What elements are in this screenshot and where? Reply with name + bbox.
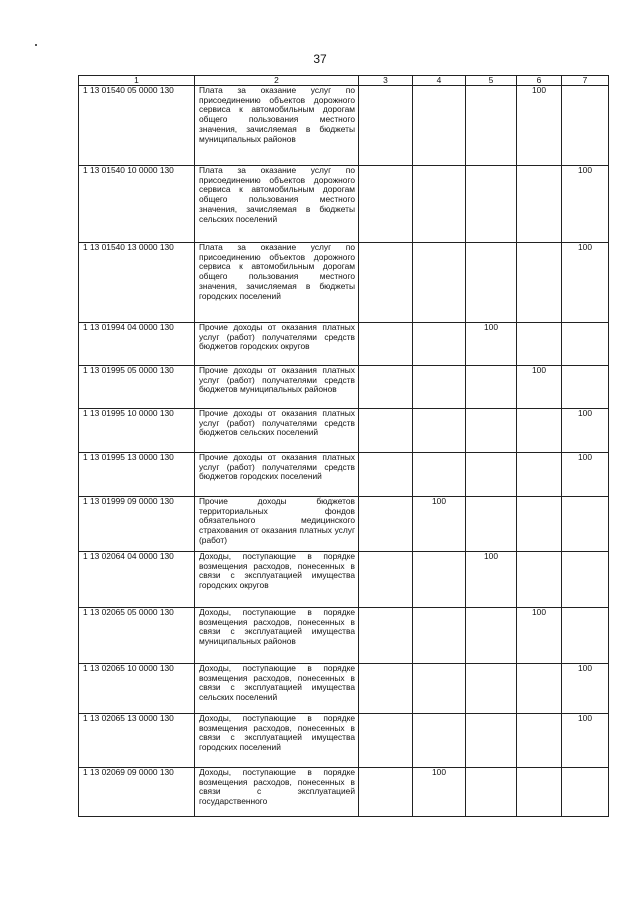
row-name: Плата за оказание услуг по присоединению объектов дорожного сервиса к автомобильным дорогам общего пользования местного значения, зачисляемая в бюджеты муниципальных районов [195, 86, 359, 166]
row-col4: 100 [413, 768, 466, 817]
row-col4 [413, 664, 466, 714]
row-name: Доходы, поступающие в порядке возмещения расходов, понесенных в связи с эксплуатацией государственного [195, 768, 359, 817]
row-col6 [517, 243, 562, 323]
row-name: Прочие доходы от оказания платных услуг (работ) получателями средств бюджетов городских округов [195, 323, 359, 366]
row-name: Плата за оказание услуг по присоединению объектов дорожного сервиса к автомобильным дорогам общего пользования местного значения, зачисляемая в бюджеты городских поселений [195, 243, 359, 323]
row-col4 [413, 714, 466, 768]
row-col4 [413, 366, 466, 409]
row-col7: 100 [562, 714, 609, 768]
row-code: 1 13 01999 09 0000 130 [79, 497, 195, 552]
row-code: 1 13 01540 13 0000 130 [79, 243, 195, 323]
row-col4 [413, 323, 466, 366]
row-code: 1 13 02065 10 0000 130 [79, 664, 195, 714]
row-name: Прочие доходы от оказания платных услуг (работ) получателями средств бюджетов городских поселений [195, 453, 359, 497]
row-col6: 100 [517, 366, 562, 409]
column-header-2: 2 [195, 76, 359, 86]
row-col3 [359, 243, 413, 323]
row-col7: 100 [562, 409, 609, 453]
row-col7 [562, 366, 609, 409]
row-col5 [466, 608, 517, 664]
row-name: Доходы, поступающие в порядке возмещения расходов, понесенных в связи с эксплуатацией имущества муниципальных районов [195, 608, 359, 664]
row-col3 [359, 366, 413, 409]
row-col6 [517, 664, 562, 714]
row-col3 [359, 714, 413, 768]
row-col7 [562, 323, 609, 366]
row-col6 [517, 166, 562, 243]
table-row [79, 243, 609, 323]
row-col3 [359, 453, 413, 497]
table-row [79, 714, 609, 768]
row-col7: 100 [562, 166, 609, 243]
row-name: Доходы, поступающие в порядке возмещения расходов, понесенных в связи с эксплуатацией имущества сельских поселений [195, 664, 359, 714]
row-col5 [466, 453, 517, 497]
row-col3 [359, 409, 413, 453]
row-name: Доходы, поступающие в порядке возмещения расходов, понесенных в связи с эксплуатацией имущества городских округов [195, 552, 359, 608]
row-col6 [517, 497, 562, 552]
row-col5 [466, 497, 517, 552]
row-col5 [466, 86, 517, 166]
table-row [79, 552, 609, 608]
table-row [79, 323, 609, 366]
row-col6 [517, 552, 562, 608]
row-col7 [562, 552, 609, 608]
row-name: Прочие доходы от оказания платных услуг (работ) получателями средств бюджетов муниципальных районов [195, 366, 359, 409]
row-code: 1 13 02069 09 0000 130 [79, 768, 195, 817]
row-code: 1 13 01995 10 0000 130 [79, 409, 195, 453]
row-col6 [517, 453, 562, 497]
row-name: Плата за оказание услуг по присоединению объектов дорожного сервиса к автомобильным дорогам общего пользования местного значения, зачисляемая в бюджеты сельских поселений [195, 166, 359, 243]
column-header-6: 6 [517, 76, 562, 86]
row-col4 [413, 409, 466, 453]
row-col3 [359, 552, 413, 608]
row-col6 [517, 714, 562, 768]
row-col7 [562, 768, 609, 817]
row-col7: 100 [562, 664, 609, 714]
row-code: 1 13 01995 05 0000 130 [79, 366, 195, 409]
row-col3 [359, 497, 413, 552]
row-col6 [517, 323, 562, 366]
row-col4 [413, 166, 466, 243]
row-code: 1 13 01540 10 0000 130 [79, 166, 195, 243]
row-col3 [359, 166, 413, 243]
row-col6: 100 [517, 608, 562, 664]
row-col6 [517, 409, 562, 453]
row-col7 [562, 497, 609, 552]
row-code: 1 13 02065 13 0000 130 [79, 714, 195, 768]
row-col5: 100 [466, 323, 517, 366]
table-row [79, 409, 609, 453]
row-col5 [466, 366, 517, 409]
table-row [79, 86, 609, 166]
row-col5 [466, 664, 517, 714]
column-header-7: 7 [562, 76, 609, 86]
table-row [79, 166, 609, 243]
table-row [79, 664, 609, 714]
revenue-table [78, 75, 609, 817]
row-name: Доходы, поступающие в порядке возмещения расходов, понесенных в связи с эксплуатацией имущества городских поселений [195, 714, 359, 768]
row-col4 [413, 243, 466, 323]
row-name: Прочие доходы от оказания платных услуг (работ) получателями средств бюджетов сельских поселений [195, 409, 359, 453]
table-row [79, 497, 609, 552]
row-col6: 100 [517, 86, 562, 166]
row-col4: 100 [413, 497, 466, 552]
row-col3 [359, 768, 413, 817]
table-row [79, 453, 609, 497]
row-col5 [466, 409, 517, 453]
row-code: 1 13 02064 04 0000 130 [79, 552, 195, 608]
column-header-5: 5 [466, 76, 517, 86]
page-number: 37 [313, 52, 327, 66]
row-name: Прочие доходы бюджетов территориальных фондов обязательного медицинского страхования от оказания платных услуг (работ) [195, 497, 359, 552]
row-col3 [359, 608, 413, 664]
row-col5 [466, 243, 517, 323]
row-col7 [562, 86, 609, 166]
row-code: 1 13 01995 13 0000 130 [79, 453, 195, 497]
row-col4 [413, 608, 466, 664]
row-col7: 100 [562, 243, 609, 323]
row-col5 [466, 166, 517, 243]
column-number-row [79, 76, 609, 86]
row-code: 1 13 02065 05 0000 130 [79, 608, 195, 664]
row-col3 [359, 323, 413, 366]
row-col5: 100 [466, 552, 517, 608]
row-code: 1 13 01994 04 0000 130 [79, 323, 195, 366]
table-row [79, 608, 609, 664]
row-col7: 100 [562, 453, 609, 497]
row-col6 [517, 768, 562, 817]
column-header-4: 4 [413, 76, 466, 86]
scan-speck [35, 44, 37, 46]
table-row [79, 366, 609, 409]
row-col3 [359, 664, 413, 714]
table-row [79, 768, 609, 817]
row-col5 [466, 768, 517, 817]
row-col4 [413, 552, 466, 608]
column-header-1: 1 [79, 76, 195, 86]
row-col3 [359, 86, 413, 166]
column-header-3: 3 [359, 76, 413, 86]
row-col7 [562, 608, 609, 664]
row-col4 [413, 86, 466, 166]
row-col4 [413, 453, 466, 497]
row-col5 [466, 714, 517, 768]
row-code: 1 13 01540 05 0000 130 [79, 86, 195, 166]
